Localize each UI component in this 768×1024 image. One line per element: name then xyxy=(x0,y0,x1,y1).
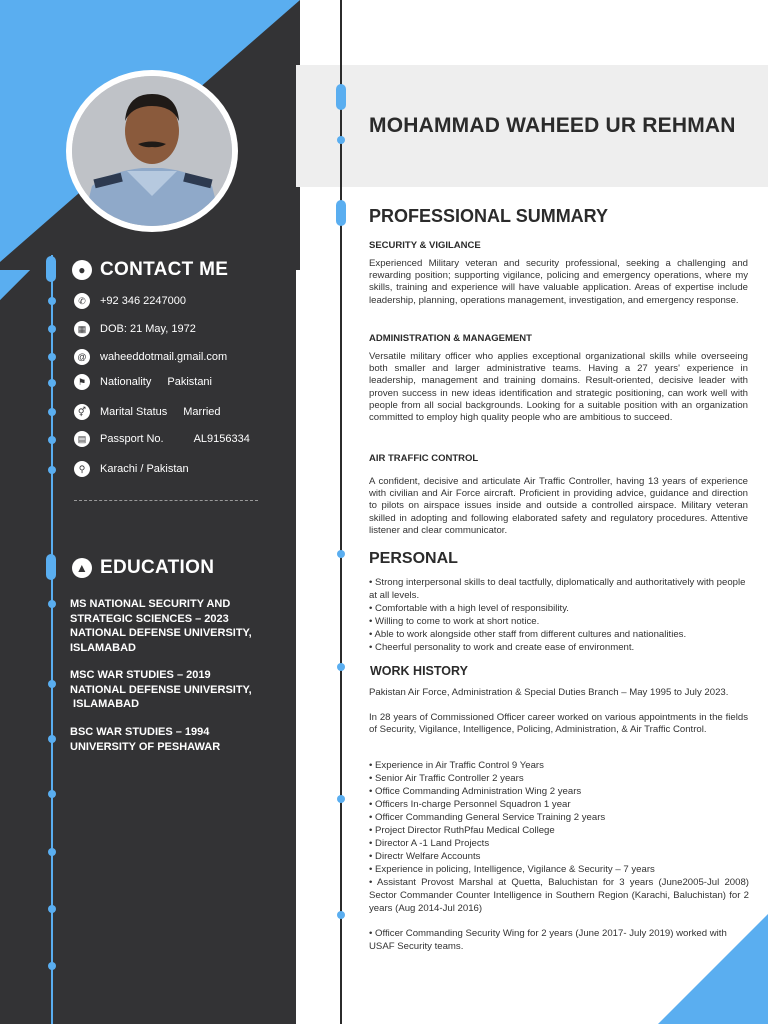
timeline-dot xyxy=(48,848,56,856)
timeline-cap xyxy=(46,256,56,282)
timeline-dot xyxy=(48,353,56,361)
list-item: • Office Commanding Administration Wing 2 years xyxy=(369,785,749,798)
passport-icon: ▤ xyxy=(74,431,90,447)
corner-accent-triangle xyxy=(658,914,768,1024)
at-icon: @ xyxy=(74,349,90,365)
list-item: • Assistant Provost Marshal at Quetta, Baluchistan for 3 years (June2005-Jul 2008) Sector Commander Counter Intelligence in Southern Region (Karachi, Baluchistan) for 2 years (Aug 2014-Jul 2016) xyxy=(369,876,749,915)
timeline-dot xyxy=(48,680,56,688)
summary-sec2-text: Versatile military officer who applies exceptional organizational skills while overseeing both smaller and larger administrative teams. Having a 27 years' experience in leadership, management and training domains. Result-oriented, decisive leader with proven success in new ideas identification and strategic positioning, can work well with people from all social backgrounds. Looking for a suitable position with an organization committed to employ high quality people who are ambitious to succeed. xyxy=(369,351,748,424)
timeline-cap xyxy=(336,84,346,110)
education-item: MSC WAR STUDIES – 2019 NATIONAL DEFENSE UNIVERSITY, ISLAMABAD xyxy=(70,669,252,710)
list-item: • Experience in policing, Intelligence, Vigilance & Security – 7 years xyxy=(369,863,749,876)
timeline-dot xyxy=(48,297,56,305)
timeline-dot xyxy=(48,600,56,608)
list-item: • Project Director RuthPfau Medical College xyxy=(369,824,749,837)
contact-passport: ▤ Passport No. AL9156334 xyxy=(74,431,250,447)
location-pin-icon: ⚲ xyxy=(74,461,90,477)
summary-sec3-text: A confident, decisive and articulate Air Traffic Controller, having 13 years of experience with civilian and Air Force aircraft. Proficient in providing advice, guidance and direction to pilots on airspace issues inside and outside a controlled airspace. Military veteran skilled in adopting and following elaborated safety and regulatory procedures. Attentive listener and clear communicator. xyxy=(369,476,748,536)
timeline-dot xyxy=(337,795,345,803)
timeline-cap xyxy=(46,554,56,580)
timeline-dot xyxy=(48,962,56,970)
list-item: • Able to work alongside other staff from different cultures and nationalities. xyxy=(369,628,749,641)
education-item: MS NATIONAL SECURITY AND STRATEGIC SCIENCES – 2023 NATIONAL DEFENSE UNIVERSITY, ISLAMABAD xyxy=(70,598,252,654)
timeline-dot xyxy=(48,905,56,913)
timeline-dot xyxy=(48,436,56,444)
education-item: BSC WAR STUDIES – 1994 UNIVERSITY OF PESHAWAR xyxy=(70,726,221,753)
summary-sec1-text: Experienced Military veteran and security professional, seeking a challenging and rewarding position; supporting vigilance, policing and emergency operations, where my skills, training and experience will have valuable application. Areas of expertise include leadership, planning, operations management, investigation, and emergency response. xyxy=(369,258,748,306)
contact-nationality: ⚑ Nationality Pakistani xyxy=(74,374,212,390)
timeline-dot xyxy=(48,790,56,798)
work-intro-2: In 28 years of Commissioned Officer career worked on various appointments in the fields of Security, Vigilance, Intelligence, Policing, Administration, & Air Traffic Control. xyxy=(369,712,748,736)
divider xyxy=(74,500,258,501)
summary-sec3-title: AIR TRAFFIC CONTROL xyxy=(369,453,479,464)
list-item: • Strong interpersonal skills to deal tactfully, diplomatically and authoritatively with people at all levels. xyxy=(369,576,749,602)
timeline-dot xyxy=(48,325,56,333)
summary-sec1-title: SECURITY & VIGILANCE xyxy=(369,240,481,251)
gender-icon: ⚥ xyxy=(74,404,90,420)
personal-title: PERSONAL xyxy=(369,550,458,567)
list-item: • Officer Commanding Security Wing for 2 years (June 2017- July 2019) worked with USAF Security teams. xyxy=(369,927,749,953)
contact-dob: ▦ DOB: 21 May, 1972 xyxy=(74,321,196,337)
list-item: • Experience in Air Traffic Control 9 Years xyxy=(369,759,749,772)
timeline-dot xyxy=(48,735,56,743)
education-title: EDUCATION xyxy=(100,557,215,578)
timeline-dot xyxy=(48,408,56,416)
list-item: • Willing to come to work at short notice. xyxy=(369,615,749,628)
flag-icon: ⚑ xyxy=(74,374,90,390)
timeline-dot xyxy=(48,466,56,474)
summary-title: PROFESSIONAL SUMMARY xyxy=(369,206,609,226)
timeline-cap xyxy=(336,200,346,226)
calendar-icon: ▦ xyxy=(74,321,90,337)
list-item: • Directr Welfare Accounts xyxy=(369,850,749,863)
contact-title: CONTACT ME xyxy=(100,259,229,280)
timeline-dot xyxy=(337,550,345,558)
contact-location: ⚲ Karachi / Pakistan xyxy=(74,461,189,477)
graduation-cap-icon: ▲ xyxy=(72,558,92,578)
list-item: • Cheerful personality to work and create ease of environment. xyxy=(369,641,749,654)
personal-list xyxy=(369,576,749,654)
timeline-dot xyxy=(337,663,345,671)
list-item: • Officers In-charge Personnel Squadron 1 year xyxy=(369,798,749,811)
summary-sec2-title: ADMINISTRATION & MANAGEMENT xyxy=(369,333,532,344)
timeline-dot xyxy=(48,379,56,387)
profile-photo xyxy=(72,76,232,226)
list-item: • Director A -1 Land Projects xyxy=(369,837,749,850)
list-item: • Officer Commanding General Service Training 2 years xyxy=(369,811,749,824)
user-icon: ● xyxy=(72,260,92,280)
candidate-name: MOHAMMAD WAHEED UR REHMAN xyxy=(369,114,736,137)
work-list xyxy=(369,759,749,915)
contact-heading xyxy=(72,259,228,281)
education-heading xyxy=(72,557,214,579)
work-title: WORK HISTORY xyxy=(370,664,468,678)
list-item: • Comfortable with a high level of responsibility. xyxy=(369,602,749,615)
content-timeline-line xyxy=(340,0,342,1024)
contact-email[interactable]: @ waheeddotmail.gmail.com xyxy=(74,349,227,365)
contact-phone: ✆ +92 346 2247000 xyxy=(74,293,186,309)
phone-icon: ✆ xyxy=(74,293,90,309)
timeline-dot xyxy=(337,136,345,144)
timeline-dot xyxy=(337,911,345,919)
contact-marital: ⚥ Marital Status Married xyxy=(74,404,221,420)
list-item: • Senior Air Traffic Controller 2 years xyxy=(369,772,749,785)
work-intro-1: Pakistan Air Force, Administration & Special Duties Branch – May 1995 to July 2023. xyxy=(369,687,729,698)
